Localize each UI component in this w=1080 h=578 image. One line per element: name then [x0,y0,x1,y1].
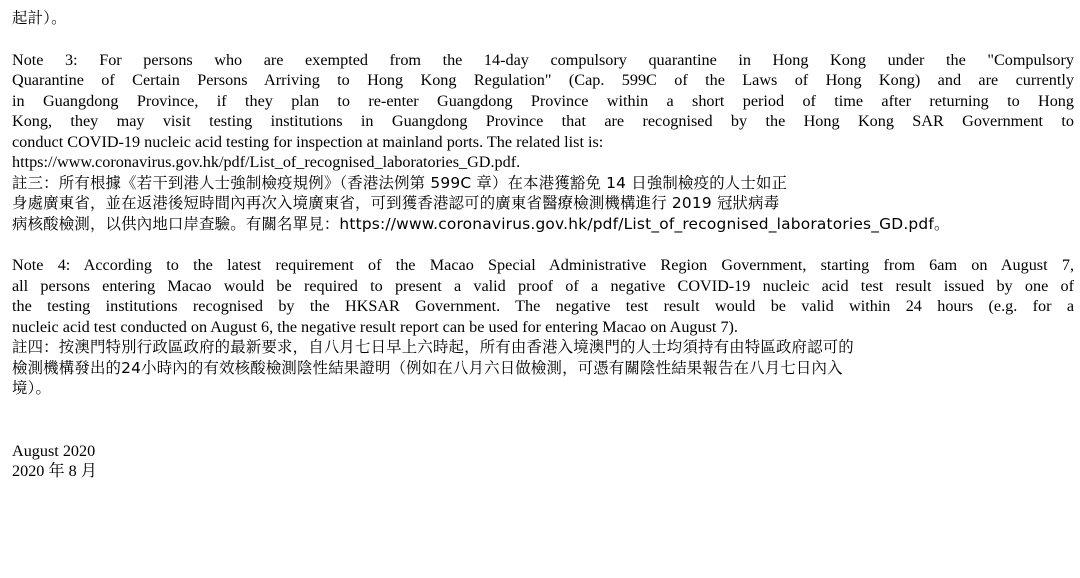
note3-en-line-3: in Guangdong Province, if they plan to re-enter Guangdong Province within a short period of time after returning to Hong [12,91,1074,110]
note3-zh-line-2: 身處廣東省，並在返港後短時間內再次入境廣東省，可到獲香港認可的廣東省醫療檢測機構進行 2019 冠狀病毒 [12,194,780,212]
note3-en-line-6: https://www.coronavirus.gov.hk/pdf/List_of_recognised_laboratories_GD.pdf. [12,153,521,171]
intro-tail-text: 起計）。 [12,9,67,27]
note3-zh-line-1: 註三：所有根據《若干到港人士強制檢疫規例》（香港法例第 599C 章）在本港獲豁免 14 日強制檢疫的人士如正 [12,173,788,192]
note4-zh-line-2: 檢測機構發出的24小時內的有效核酸檢測陰性結果證明（例如在八月六日做檢測，可憑有關陰性結果報告在八月七日內入 [12,358,843,377]
note3-zh-line-3: 病核酸檢測，以供內地口岸查驗。有關名單見：https://www.coronavirus.gov.hk/pdf/List_of_recognised_laboratories_GD.pdf。 [12,214,950,233]
note4-en-line-2: all persons entering Macao would be required to present a valid proof of a negative COVID-19 nucleic acid test result issued by one of [12,276,1074,295]
note4-en-line-1: Note 4: According to the latest requirement of the Macao Special Administrative Region Government, starting from 6am on August 7, [12,256,1074,274]
note4-zh-line-3: 境）。 [12,379,52,397]
document-page [12,8,1074,482]
note4-section [12,255,1074,399]
spacer [12,29,1074,50]
note4-zh-line-1: 註四：按澳門特別行政區政府的最新要求，自八月七日早上六時起，所有由香港入境澳門的人士均須持有由特區政府認可的 [12,338,854,356]
date-en: August 2020 [12,441,96,460]
note3-en-line-5: conduct COVID-19 nucleic acid testing for inspection at mainland ports. The related list is: [12,132,604,151]
spacer [12,399,1074,441]
date-section [12,441,1074,482]
note3-section [12,50,1074,235]
note4-en-line-3: the testing institutions recognised by the HKSAR Government. The negative test result would be valid within 24 hours (e.g. for a [12,297,1074,315]
date-zh: 2020 年 8 月 [12,462,97,480]
note3-en-line-2: Quarantine of Certain Persons Arriving to Hong Kong Regulation" (Cap. 599C of the Laws of Hong Kong) and are currently [12,71,1074,89]
note3-en-line-1: Note 3: For persons who are exempted from the 14-day compulsory quarantine in Hong Kong under the "Compulsory [12,50,1074,69]
note4-en-line-4: nucleic acid test conducted on August 6, the negative result report can be used for entering Macao on August 7). [12,317,738,336]
note3-en-line-4: Kong, they may visit testing institutions in Guangdong Province that are recognised by the Hong Kong SAR Government to [12,112,1074,130]
spacer [12,234,1074,255]
